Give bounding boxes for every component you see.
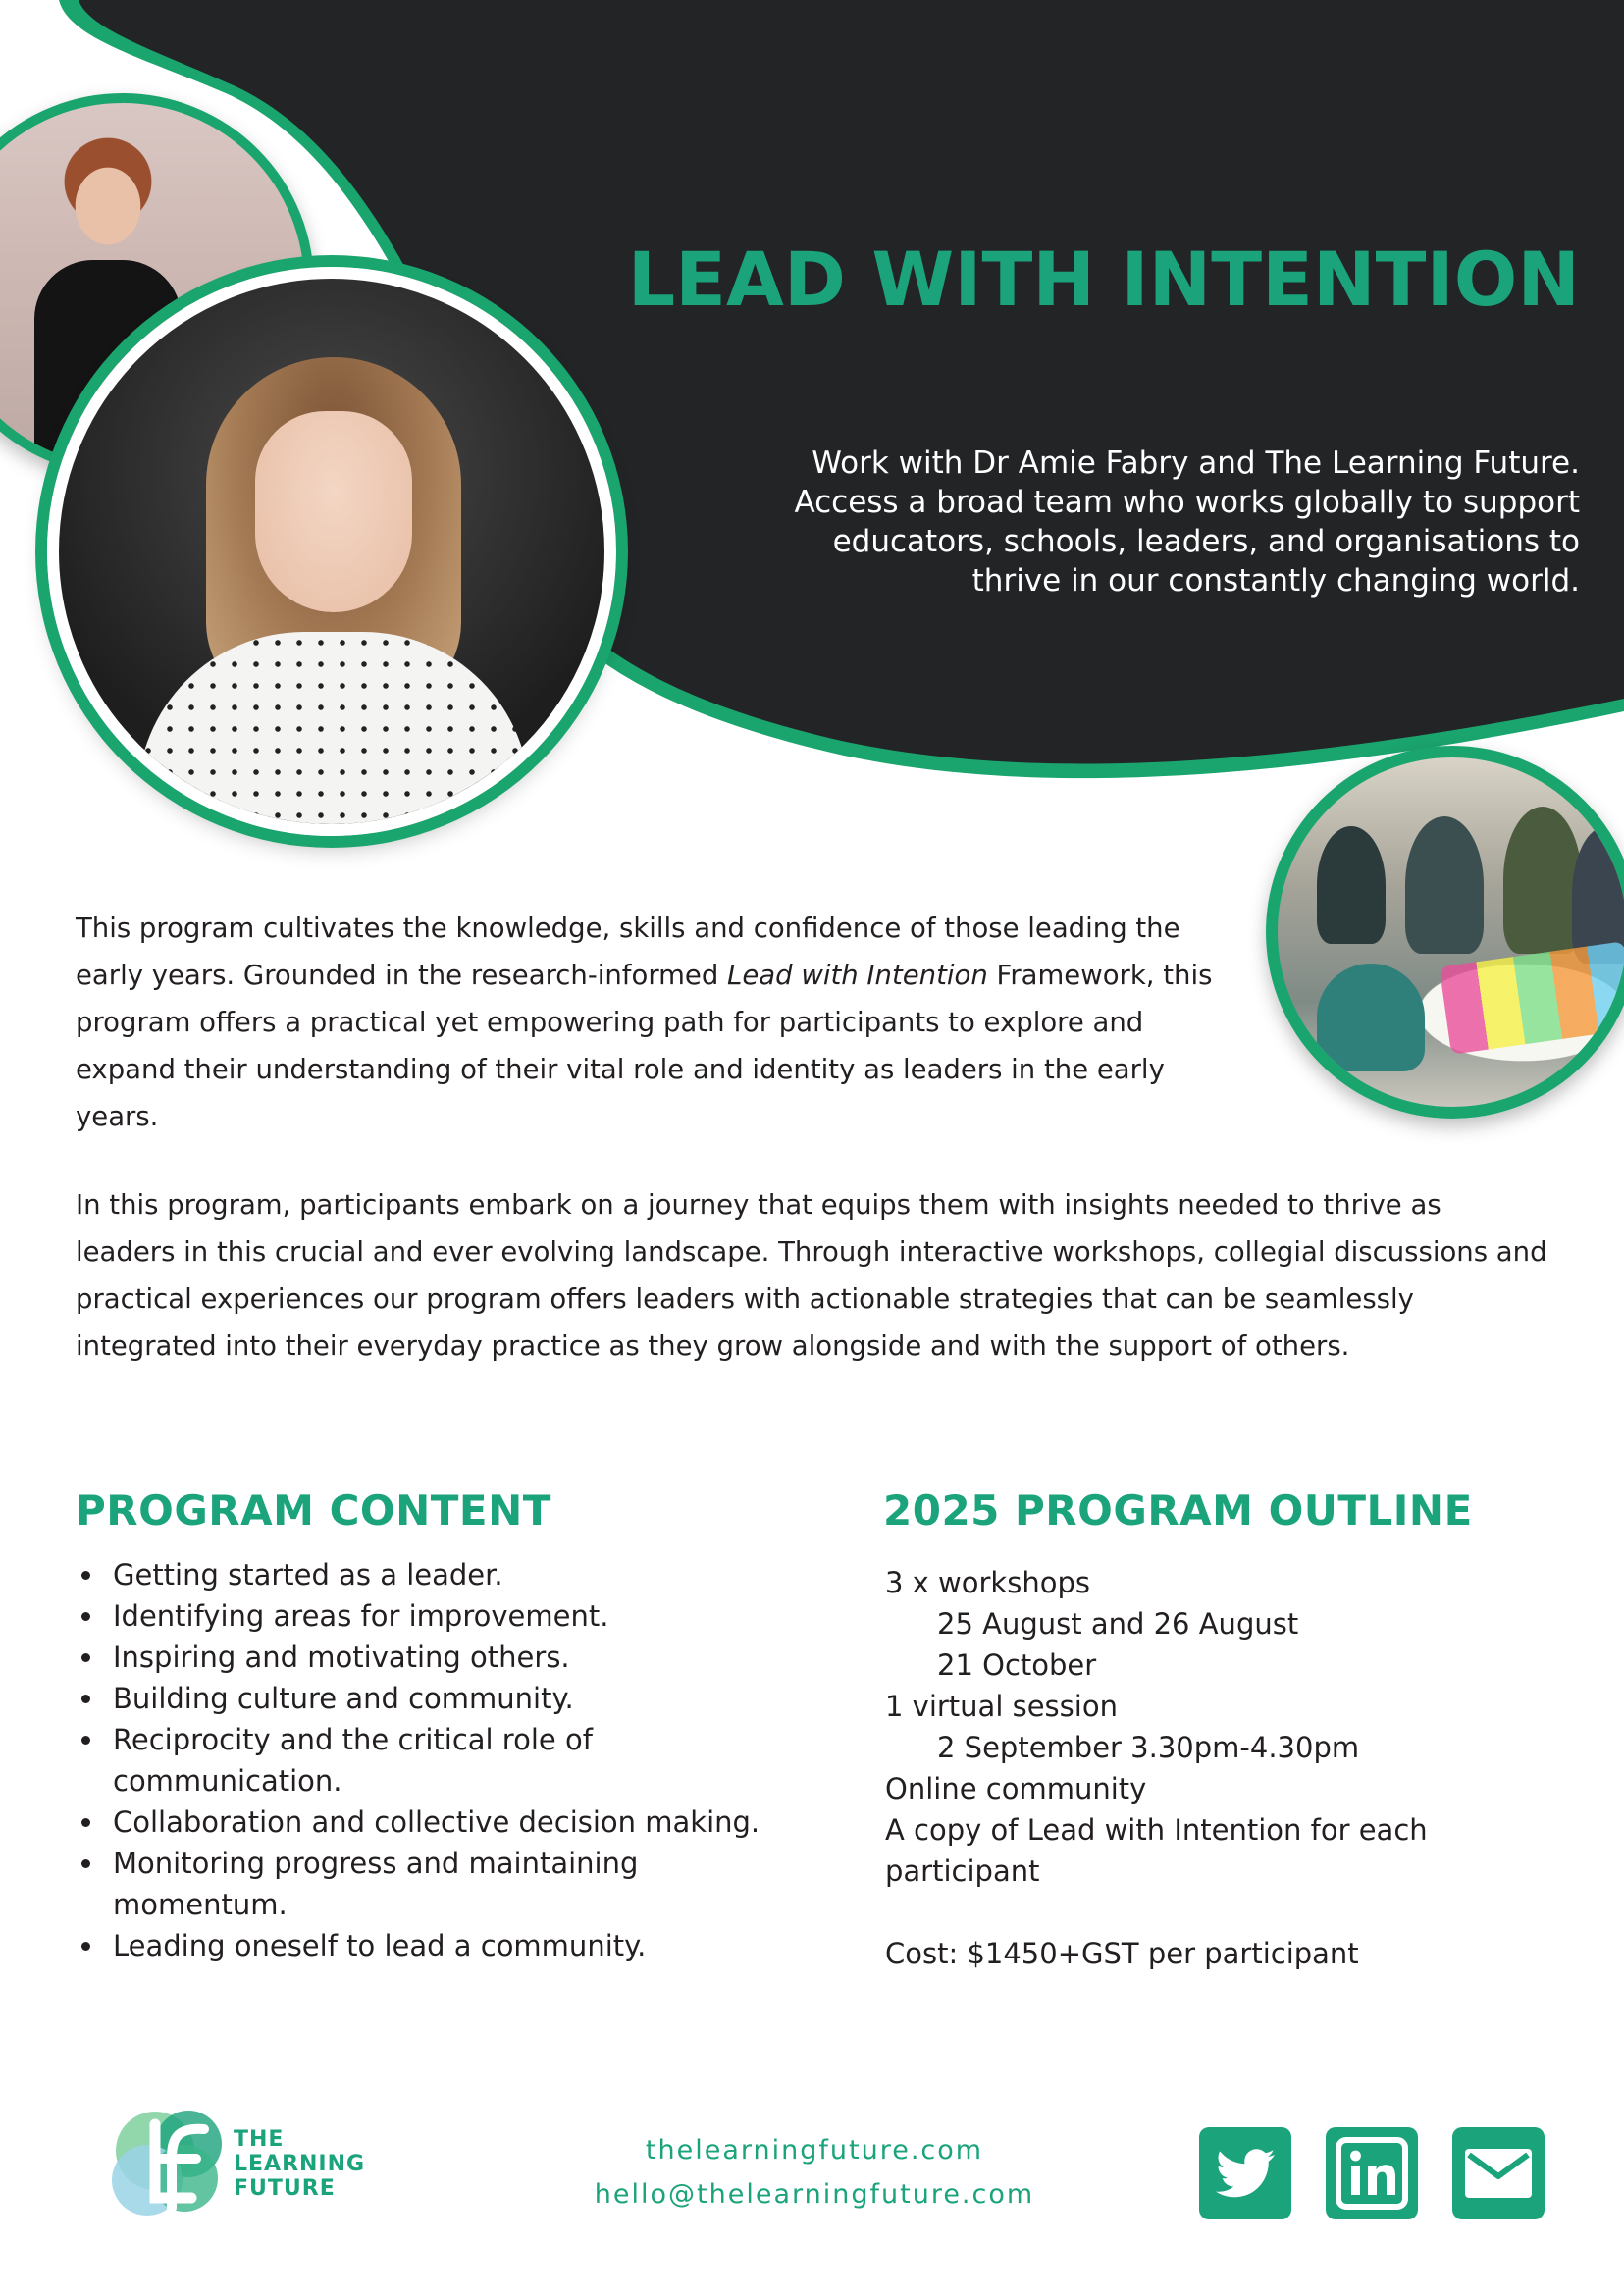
list-item: Inspiring and motivating others. [76,1637,782,1678]
journey-paragraph: In this program, participants embark on a journey that equips them with insights needed to thrive as leaders in this crucial and ever evolving landscape. Through interactive workshops, collegial discussions and practical experiences our program offers leaders with actionable strategies that can be seamlessly integrated into their everyday practice as they grow alongside and with the support of others. [76,1189,1547,1362]
twitter-icon [1216,2148,1275,2199]
list-item: Leading oneself to lead a community. [76,1925,782,1966]
list-item: Getting started as a leader. [76,1554,782,1595]
intro-line: thrive in our constantly changing world. [971,563,1580,599]
logo-line: FUTURE [234,2176,336,2201]
linkedin-icon [1333,2134,1411,2213]
framework-name: Lead with Intention [727,960,988,991]
description-text: This program cultivates the knowledge, skills and confidence of those leading the early years. Grounded in the research-informed [76,913,1180,991]
outline-book: A copy of Lead with Intention for each participant [885,1813,1428,1888]
description-paragraph [76,905,1243,1140]
logo-line: LEARNING [234,2152,366,2176]
outline-workshop-dates: 25 August and 26 August [937,1607,1299,1641]
list-item: Identifying areas for improvement. [76,1595,782,1637]
outline-workshop-dates: 21 October [937,1648,1097,1682]
outline-community: Online community [885,1772,1147,1805]
program-content-title: PROGRAM CONTENT [76,1487,551,1535]
email-link[interactable]: hello@thelearningfuture.com [594,2179,1035,2210]
twitter-button[interactable] [1199,2127,1291,2219]
linkedin-button[interactable] [1326,2127,1418,2219]
outline-virtual: 1 virtual session [885,1690,1118,1723]
intro-line: educators, schools, leaders, and organisations to [832,524,1580,559]
list-item: Reciprocity and the critical role of communication. [76,1719,782,1801]
outline-cost: Cost: $1450+GST per participant [885,1937,1359,1970]
list-item: Building culture and community. [76,1678,782,1719]
logo-wordmark [234,2127,365,2201]
outline-workshops: 3 x workshops [885,1566,1090,1599]
intro-text [608,444,1580,600]
program-outline-title: 2025 PROGRAM OUTLINE [883,1487,1473,1535]
list-item: Collaboration and collective decision making. [76,1801,782,1843]
intro-line: Access a broad team who works globally to support [794,485,1580,520]
program-outline [885,1562,1572,1974]
intro-line: Work with Dr Amie Fabry and The Learning Future. [812,445,1580,481]
outline-virtual-date: 2 September 3.30pm-4.30pm [937,1731,1360,1764]
program-content-list [76,1554,782,1966]
mail-icon [1465,2149,1532,2198]
learning-future-logo-icon [98,2100,245,2222]
portrait-photo [47,267,616,836]
page-title: LEAD WITH INTENTION [627,235,1580,323]
list-item: Monitoring progress and maintaining momentum. [76,1843,782,1925]
description-text: Framework, this program offers a practical yet empowering path for participants to explore and expand their understanding of their vital role and identity as leaders in the early years. [76,960,1213,1132]
email-button[interactable] [1452,2127,1545,2219]
workshop-photo [1266,746,1624,1119]
website-link[interactable]: thelearningfuture.com [645,2135,984,2166]
logo-line: THE [234,2127,285,2152]
